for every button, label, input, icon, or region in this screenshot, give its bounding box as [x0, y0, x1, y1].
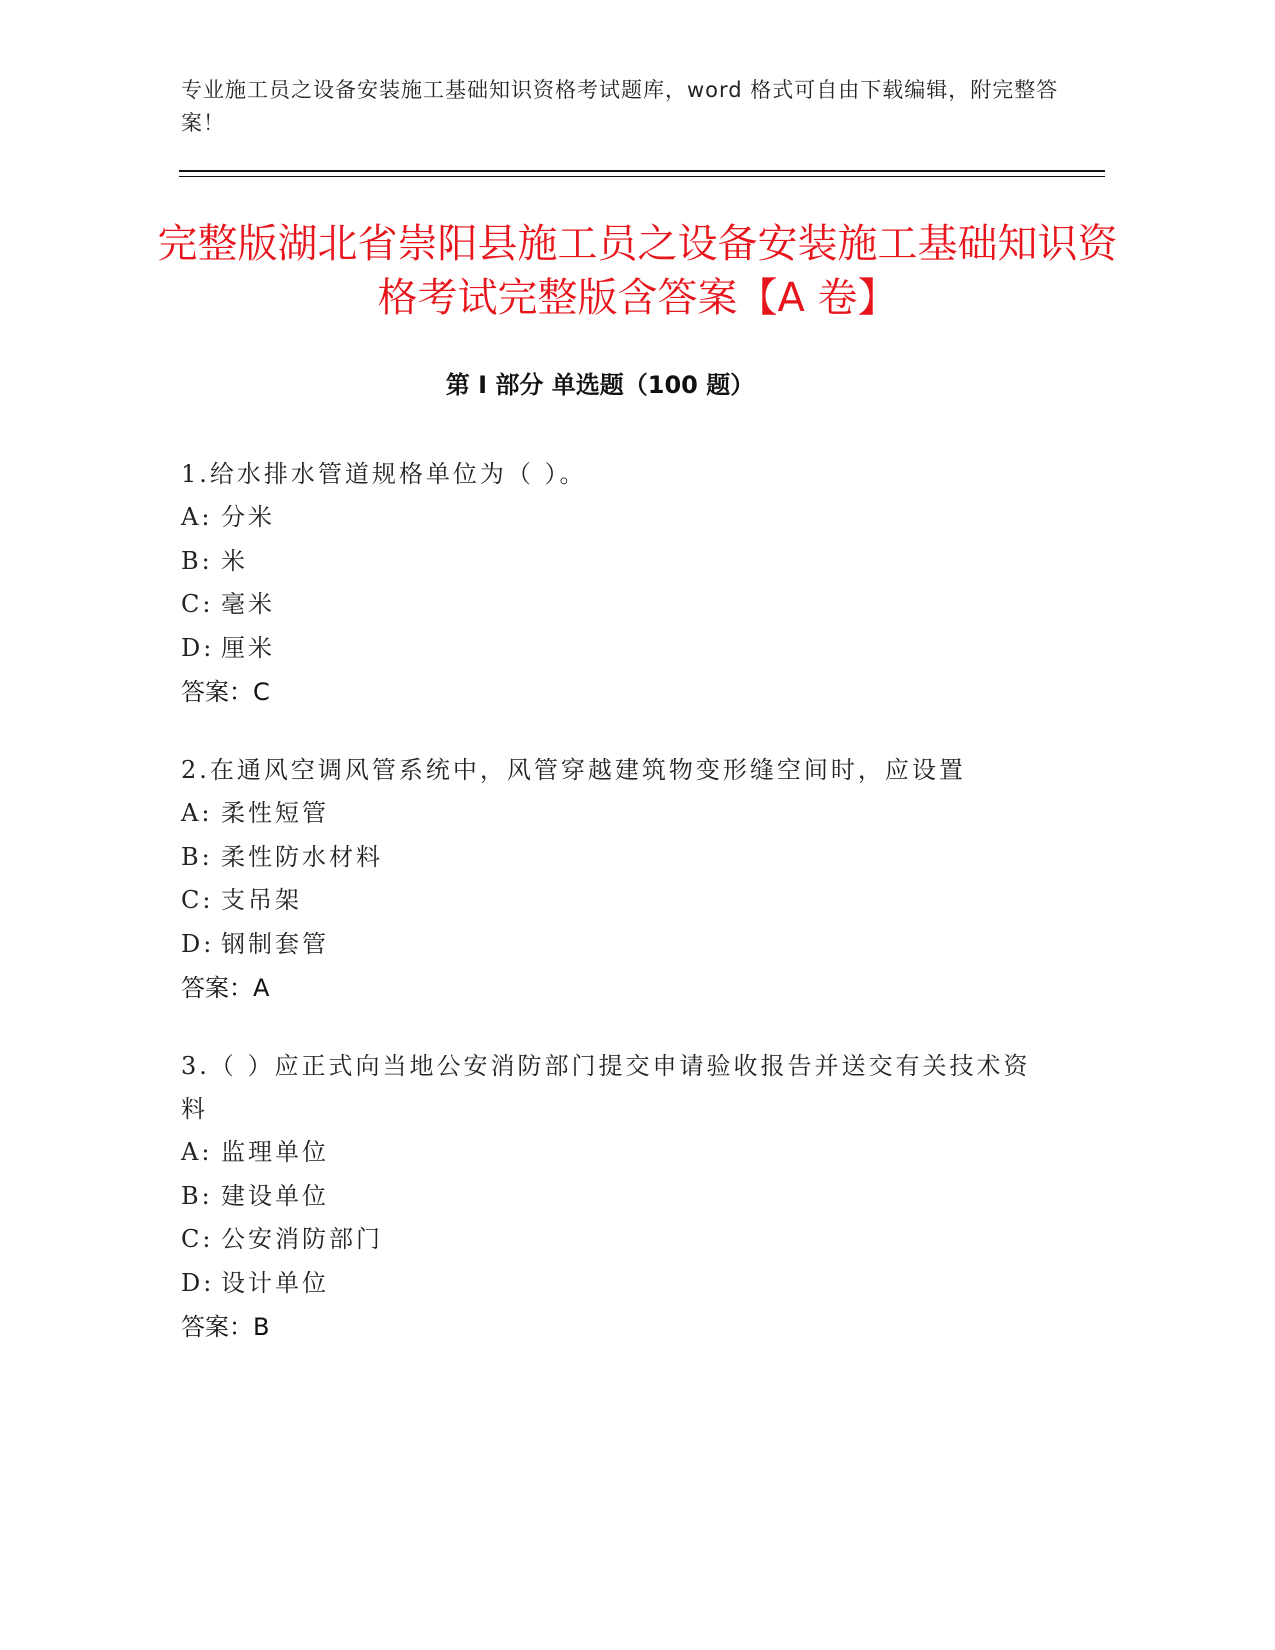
- question-option-d: [181, 627, 1041, 671]
- option-text: 设计单位: [221, 1268, 329, 1297]
- question-option-a: [181, 496, 1041, 540]
- document-title: 完整版湖北省崇阳县施工员之设备安装施工基础知识资格考试完整版含答案【A 卷】: [157, 221, 1118, 321]
- header-divider-thick: [179, 170, 1105, 172]
- option-letter: D:: [181, 1268, 215, 1297]
- option-letter: B:: [181, 1181, 213, 1210]
- option-letter: C:: [181, 590, 214, 618]
- option-letter: C:: [181, 1225, 214, 1253]
- option-text: 监理单位: [221, 1138, 329, 1166]
- option-text: 支吊架: [221, 886, 302, 914]
- question-answer: 答案：B: [181, 1313, 270, 1341]
- question-option-d: [181, 923, 1041, 967]
- option-letter: A:: [181, 799, 213, 827]
- header-divider-thin: [179, 176, 1105, 177]
- question-option-a: [181, 792, 1041, 836]
- question-option-b: [181, 540, 1041, 584]
- option-text: 分米: [221, 503, 275, 531]
- question-option-c: [181, 879, 1041, 923]
- option-letter: C:: [181, 886, 214, 914]
- question-item: [181, 749, 1041, 1010]
- option-letter: B:: [181, 546, 213, 575]
- question-stem: 1.给水排水管道规格单位为（ ）。: [181, 460, 587, 488]
- option-text: 厘米: [221, 633, 275, 662]
- option-text: 柔性防水材料: [221, 842, 383, 871]
- option-text: 钢制套管: [221, 929, 329, 958]
- option-text: 公安消防部门: [221, 1225, 383, 1253]
- question-answer: 答案：A: [181, 974, 270, 1002]
- question-option-c: [181, 583, 1041, 627]
- question-option-c: [181, 1218, 1041, 1262]
- section-title: 第 I 部分 单选题（100 题）: [445, 371, 755, 399]
- question-item: [181, 453, 1041, 714]
- option-text: 毫米: [221, 590, 275, 618]
- question-option-d: [181, 1262, 1041, 1306]
- option-letter: D:: [181, 929, 215, 958]
- question-option-b: [181, 1175, 1041, 1219]
- header-note: 专业施工员之设备安装施工基础知识资格考试题库，word 格式可自由下载编辑，附完整答案！: [181, 78, 1059, 135]
- option-letter: D:: [181, 633, 215, 662]
- option-text: 米: [221, 546, 248, 575]
- question-answer: 答案：C: [181, 678, 270, 706]
- question-item: [181, 1045, 1041, 1349]
- option-letter: A:: [181, 1138, 213, 1166]
- question-stem: 3.（ ）应正式向当地公安消防部门提交申请验收报告并送交有关技术资料: [181, 1052, 1031, 1123]
- question-option-a: [181, 1131, 1041, 1175]
- question-stem: 2.在通风空调风管系统中，风管穿越建筑物变形缝空间时，应设置: [181, 756, 966, 784]
- option-letter: B:: [181, 842, 213, 871]
- option-letter: A:: [181, 503, 213, 531]
- question-option-b: [181, 836, 1041, 880]
- option-text: 建设单位: [221, 1181, 329, 1210]
- question-list: [181, 453, 1041, 1384]
- option-text: 柔性短管: [221, 799, 329, 827]
